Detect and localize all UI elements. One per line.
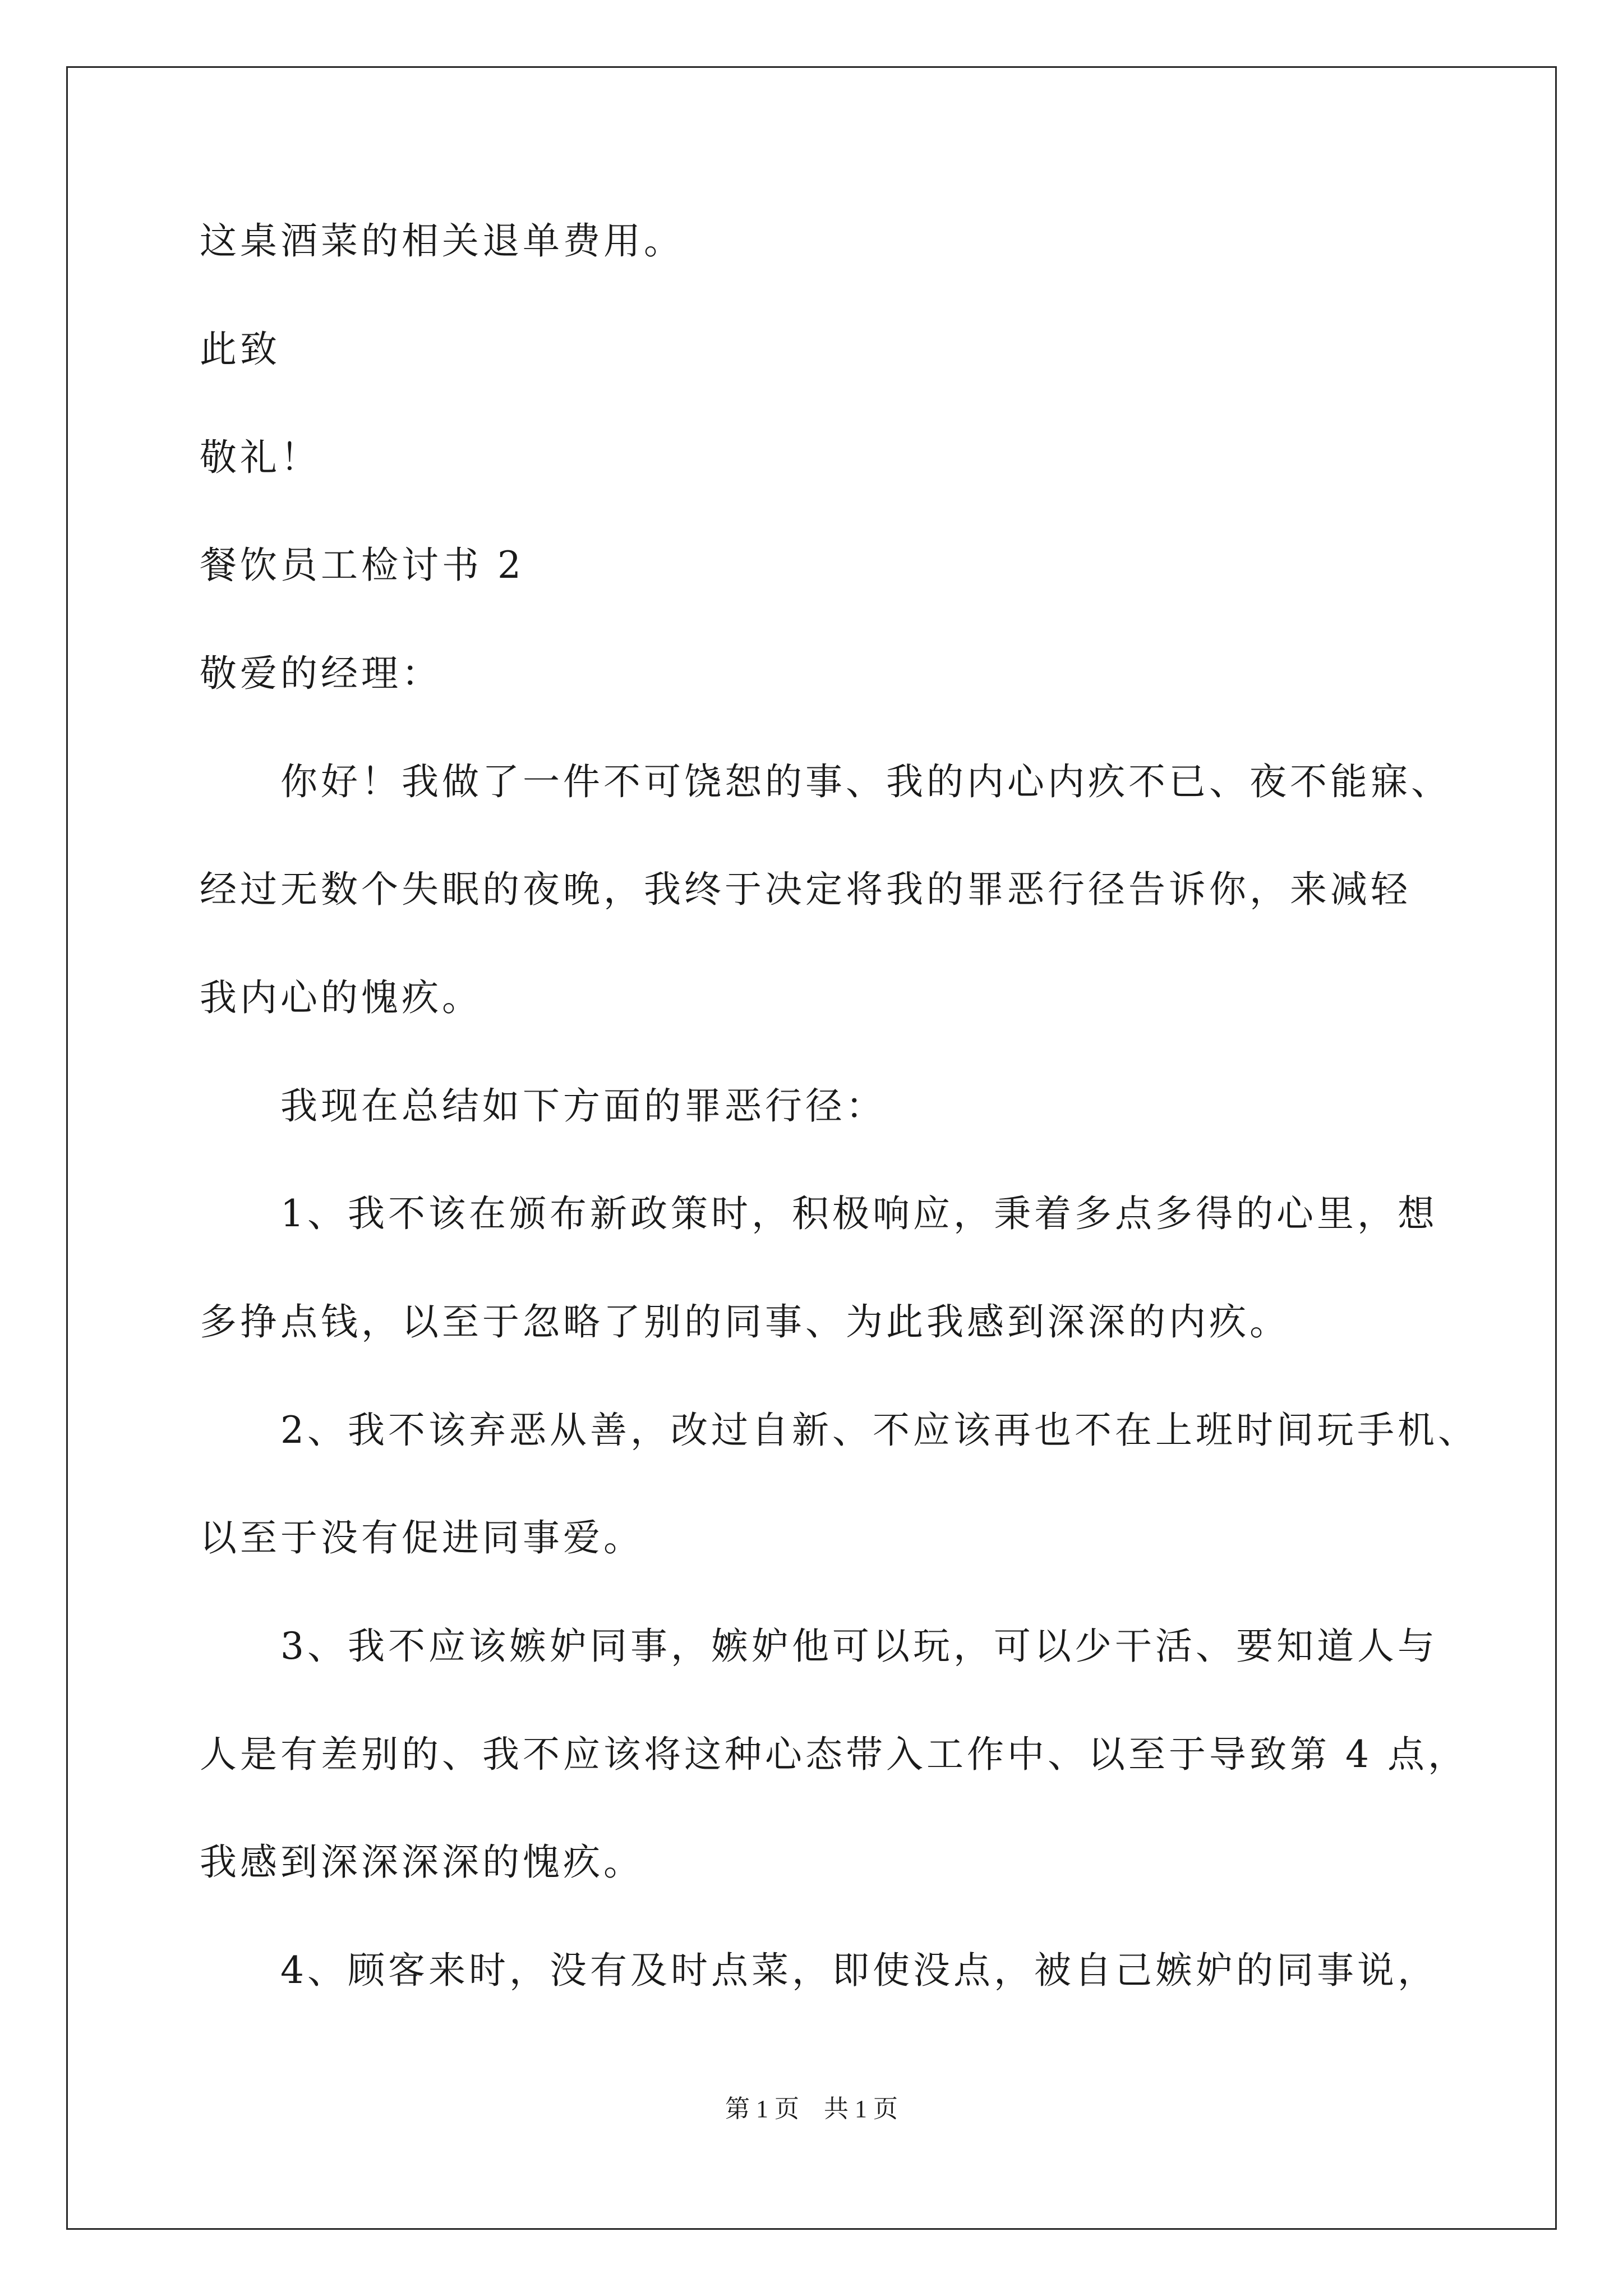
text-line: 这桌酒菜的相关退单费用。 (200, 219, 684, 263)
text-line: 人是有差别的、我不应该将这种心态带入工作中、以至于导致第 4 点， (200, 1733, 1468, 1776)
page-number: 第 1 页 (725, 2095, 799, 2123)
text-line: 2、我不该弃恶从善，改过自新、不应该再也不在上班时间玩手机、 (280, 1409, 1478, 1452)
text-line: 多挣点钱，以至于忽略了别的同事、为此我感到深深的内疚。 (200, 1300, 1290, 1343)
text-line: 我内心的愧疚。 (200, 976, 482, 1019)
text-line: 敬礼！ (200, 436, 321, 479)
text-line: 1、我不该在颁布新政策时，积极响应，秉着多点多得的心里，想 (280, 1192, 1438, 1235)
text-line: 经过无数个失眠的夜晚，我终于决定将我的罪恶行径告诉你，来减轻 (200, 868, 1411, 911)
text-line: 4、顾客来时，没有及时点菜，即使没点，被自己嫉妒的同事说， (280, 1949, 1438, 1992)
salutation: 敬爱的经理： (200, 652, 442, 695)
text-line: 我感到深深深深的愧疚。 (200, 1841, 644, 1884)
document-heading: 餐饮员工检讨书 2 (200, 544, 524, 587)
page-total: 共 1 页 (824, 2095, 898, 2123)
text-line: 以至于没有促进同事爱。 (200, 1516, 644, 1559)
page-footer (0, 2092, 1623, 2126)
text-line: 此致 (200, 328, 280, 371)
page-border (66, 66, 1557, 2230)
text-line: 3、我不应该嫉妒同事，嫉妒他可以玩，可以少干活、要知道人与 (280, 1625, 1438, 1668)
text-line: 我现在总结如下方面的罪恶行径： (280, 1084, 886, 1128)
text-line: 你好！我做了一件不可饶恕的事、我的内心内疚不已、夜不能寐、 (280, 760, 1451, 803)
